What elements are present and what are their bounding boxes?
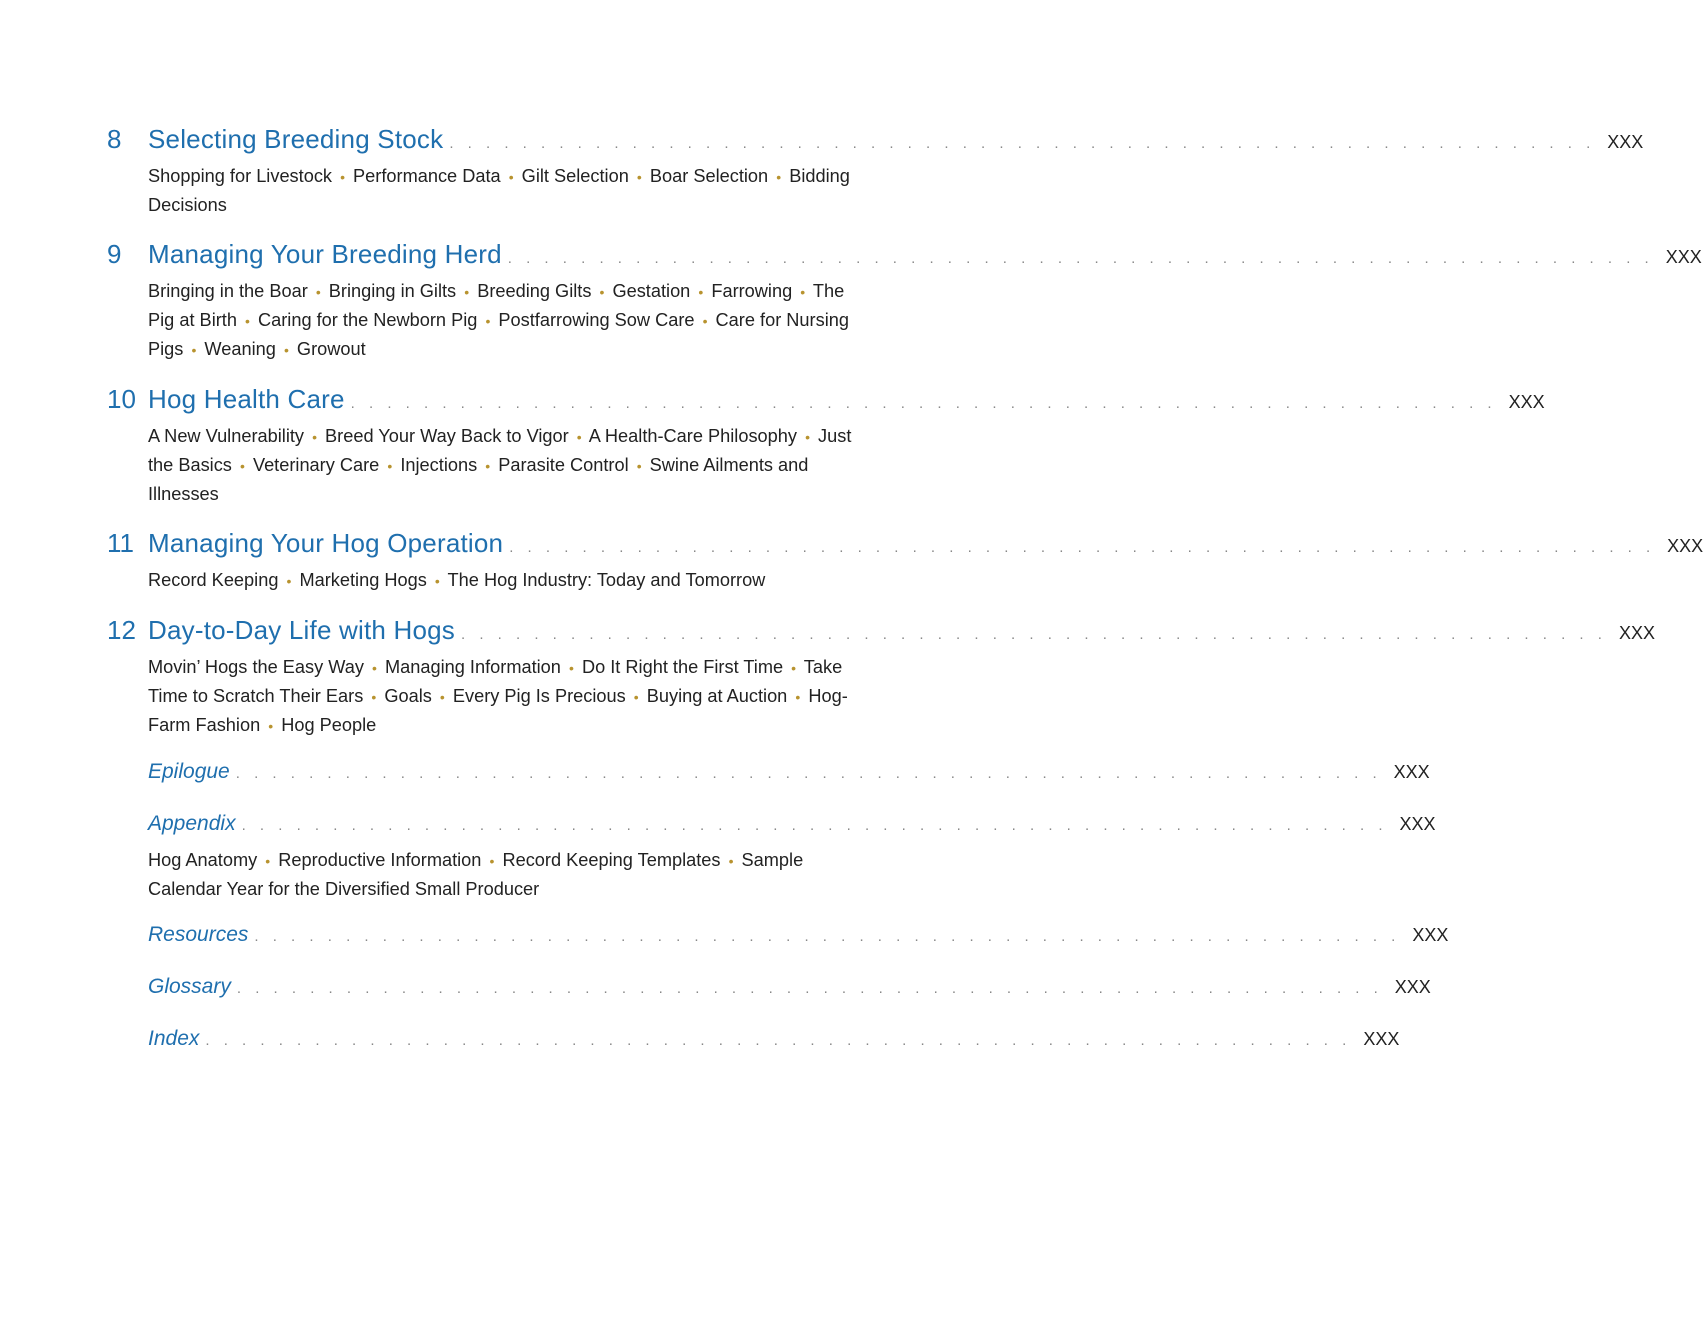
topic-item: Growout [296, 339, 366, 359]
section-title[interactable]: Index [148, 1027, 200, 1050]
topic-item: Bidding Decisions [148, 166, 850, 215]
page-number: XXX [1607, 132, 1644, 152]
bullet-separator: • [464, 284, 470, 300]
section-title[interactable]: Resources [148, 923, 249, 946]
page-number: XXX [1508, 392, 1545, 412]
bullet-separator: • [315, 284, 321, 300]
dot-leader: . . . . . . . . . . . . . . . . . . . . . . . . . . . . . . . . . . . . . . . . . . . . . . . . . . . . . . . . . . . . . . . [449, 135, 1596, 152]
chapter-number: 11 [107, 528, 134, 558]
toc-entry-heading-row[interactable] [107, 124, 1644, 160]
dot-leader: . . . . . . . . . . . . . . . . . . . . . . . . . . . . . . . . . . . . . . . . . . . . . . . . . . . . . . . . . . . . . . . [205, 1032, 1352, 1049]
dot-leader: . . . . . . . . . . . . . . . . . . . . . . . . . . . . . . . . . . . . . . . . . . . . . . . . . . . . . . . . . . . . . . . [241, 817, 1388, 834]
bullet-separator: • [387, 458, 393, 474]
bullet-separator: • [776, 169, 782, 185]
topic-item: Hog-Farm Fashion [148, 686, 848, 735]
bullet-separator: • [439, 689, 445, 705]
bullet-separator: • [286, 573, 292, 589]
bullet-separator: • [633, 689, 639, 705]
page-number: XXX [1393, 762, 1430, 782]
toc-entry-heading-row[interactable] [107, 812, 1436, 844]
bullet-separator: • [312, 429, 317, 445]
bullet-separator: • [791, 660, 797, 676]
chapter-title[interactable]: Selecting Breeding Stock [148, 124, 444, 154]
section-title[interactable]: Glossary [148, 975, 231, 998]
topic-item: The Pig at Birth [148, 281, 845, 330]
page-number: XXX [1412, 925, 1449, 945]
topic-item: Do It Right the First Time [581, 657, 784, 677]
topic-item: Veterinary Care [252, 455, 380, 475]
topic-item: Weaning [204, 339, 276, 359]
topic-item: Farrowing [711, 281, 793, 301]
topic-item: Hog People [281, 715, 377, 735]
toc-entry-heading-row[interactable] [107, 760, 1430, 792]
chapter-title[interactable]: Hog Health Care [148, 384, 345, 414]
topic-list [148, 277, 858, 364]
dot-leader: . . . . . . . . . . . . . . . . . . . . . . . . . . . . . . . . . . . . . . . . . . . . . . . . . . . . . . . . . . . . . . . [254, 928, 1401, 945]
topic-item: Performance Data [353, 166, 501, 186]
topic-item: The Hog Industry: Today and Tomorrow [447, 570, 766, 590]
table-of-contents [107, 124, 1703, 1079]
dot-leader: . . . . . . . . . . . . . . . . . . . . . . . . . . . . . . . . . . . . . . . . . . . . . . . . . . . . . . . . . . . . . . . [350, 395, 1497, 412]
topic-item: Gestation [612, 281, 691, 301]
topic-list [148, 162, 858, 219]
topic-item: Injections [400, 455, 478, 475]
toc-backmatter-entry [107, 1027, 1400, 1059]
dot-leader: . . . . . . . . . . . . . . . . . . . . . . . . . . . . . . . . . . . . . . . . . . . . . . . . . . . . . . . . . . . . . . . [461, 626, 1607, 643]
topic-item: Caring for the Newborn Pig [258, 310, 478, 330]
page-number: XXX [1394, 977, 1431, 997]
bullet-separator: • [508, 169, 514, 185]
bullet-separator: • [283, 342, 289, 358]
bullet-separator: • [702, 313, 708, 329]
topic-item: Bringing in the Boar [148, 281, 308, 301]
bullet-separator: • [268, 718, 274, 734]
dot-leader: . . . . . . . . . . . . . . . . . . . . . . . . . . . . . . . . . . . . . . . . . . . . . . . . . . . . . . . . . . . . . . . [236, 980, 1383, 997]
topic-item: Marketing Hogs [299, 570, 427, 590]
topic-item: Breeding Gilts [477, 281, 592, 301]
section-title[interactable]: Appendix [148, 812, 236, 835]
page-number: XXX [1618, 623, 1655, 643]
topic-list [148, 566, 858, 595]
bullet-separator: • [636, 458, 642, 474]
section-title[interactable]: Epilogue [148, 760, 230, 783]
bullet-separator: • [795, 689, 801, 705]
topic-item: Buying at Auction [646, 686, 788, 706]
toc-backmatter-entry [107, 812, 1436, 903]
toc-entry-heading-row[interactable] [107, 239, 1702, 275]
page-number: XXX [1665, 247, 1702, 267]
topic-item: Managing Information [385, 657, 561, 677]
bullet-separator: • [245, 313, 250, 329]
toc-backmatter-entry [107, 975, 1431, 1007]
toc-entry-heading-row[interactable] [107, 923, 1449, 955]
bullet-separator: • [485, 458, 491, 474]
bullet-separator: • [576, 429, 582, 445]
bullet-separator: • [636, 169, 642, 185]
dot-leader: . . . . . . . . . . . . . . . . . . . . . . . . . . . . . . . . . . . . . . . . . . . . . . . . . . . . . . . . . . . . . . . [509, 539, 1656, 556]
bullet-separator: • [372, 660, 377, 676]
bullet-separator: • [698, 284, 704, 300]
topic-list [148, 846, 858, 903]
topic-item: Postfarrowing Sow Care [498, 310, 695, 330]
bullet-separator: • [434, 573, 440, 589]
page-number: XXX [1363, 1029, 1400, 1049]
topic-item: Take Time to Scratch Their Ears [148, 657, 843, 706]
toc-chapter-entry [107, 528, 1703, 595]
page-number: XXX [1667, 536, 1703, 556]
chapter-number: 8 [107, 124, 122, 154]
topic-item: Care for Nursing Pigs [148, 310, 849, 359]
topic-item: A Health-Care Philosophy [588, 426, 797, 446]
topic-item: Goals [384, 686, 432, 706]
topic-item: Parasite Control [498, 455, 629, 475]
topic-item: Record Keeping Templates [502, 850, 721, 870]
bullet-separator: • [371, 689, 377, 705]
bullet-separator: • [239, 458, 245, 474]
bullet-separator: • [265, 853, 271, 869]
toc-entry-heading-row[interactable] [107, 1027, 1400, 1059]
chapter-number: 12 [107, 615, 136, 645]
bullet-separator: • [599, 284, 605, 300]
chapter-title[interactable]: Managing Your Hog Operation [148, 528, 504, 558]
topic-item: Gilt Selection [521, 166, 629, 186]
chapter-title[interactable]: Managing Your Breeding Herd [148, 239, 502, 269]
bullet-separator: • [485, 313, 491, 329]
topic-item: Every Pig Is Precious [452, 686, 626, 706]
bullet-separator: • [191, 342, 197, 358]
topic-item: Hog Anatomy [148, 850, 258, 870]
bullet-separator: • [728, 853, 734, 869]
topic-item: A New Vulnerability [148, 426, 305, 446]
page-number: XXX [1399, 814, 1436, 834]
bullet-separator: • [568, 660, 574, 676]
toc-chapter-entry [107, 124, 1644, 219]
toc-backmatter-entry [107, 923, 1449, 955]
toc-entry-heading-row[interactable] [107, 384, 1545, 420]
topic-item: Movin’ Hogs the Easy Way [148, 657, 364, 677]
topic-item: Reproductive Information [278, 850, 482, 870]
bullet-separator: • [489, 853, 495, 869]
toc-entry-heading-row[interactable] [107, 528, 1703, 564]
chapter-number: 9 [107, 239, 122, 269]
topic-list [148, 422, 858, 508]
toc-backmatter-entry [107, 760, 1430, 792]
dot-leader: . . . . . . . . . . . . . . . . . . . . . . . . . . . . . . . . . . . . . . . . . . . . . . . . . . . . . . . . . . . . . . . [507, 250, 1654, 267]
toc-entry-heading-row[interactable] [107, 615, 1655, 651]
toc-chapter-entry [107, 239, 1702, 364]
toc-chapter-entry [107, 615, 1655, 740]
bullet-separator: • [340, 169, 345, 185]
bullet-separator: • [805, 429, 810, 445]
topic-item: Sample Calendar Year for the Diversified Small Producer [148, 850, 804, 899]
dot-leader: . . . . . . . . . . . . . . . . . . . . . . . . . . . . . . . . . . . . . . . . . . . . . . . . . . . . . . . . . . . . . . . [235, 765, 1382, 782]
toc-entry-heading-row[interactable] [107, 975, 1431, 1007]
topic-item: Record Keeping [148, 570, 279, 590]
topic-item: Swine Ailments and Illnesses [148, 455, 809, 504]
topic-item: Shopping for Livestock [148, 166, 333, 186]
topic-item: Breed Your Way Back to Vigor [325, 426, 569, 446]
toc-chapter-entry [107, 384, 1545, 508]
chapter-number: 10 [107, 384, 136, 414]
bullet-separator: • [800, 284, 806, 300]
chapter-title[interactable]: Day-to-Day Life with Hogs [148, 615, 455, 645]
topic-item: Boar Selection [649, 166, 769, 186]
topic-list [148, 653, 858, 740]
topic-item: Bringing in Gilts [328, 281, 457, 301]
topic-item: Just the Basics [148, 426, 852, 475]
